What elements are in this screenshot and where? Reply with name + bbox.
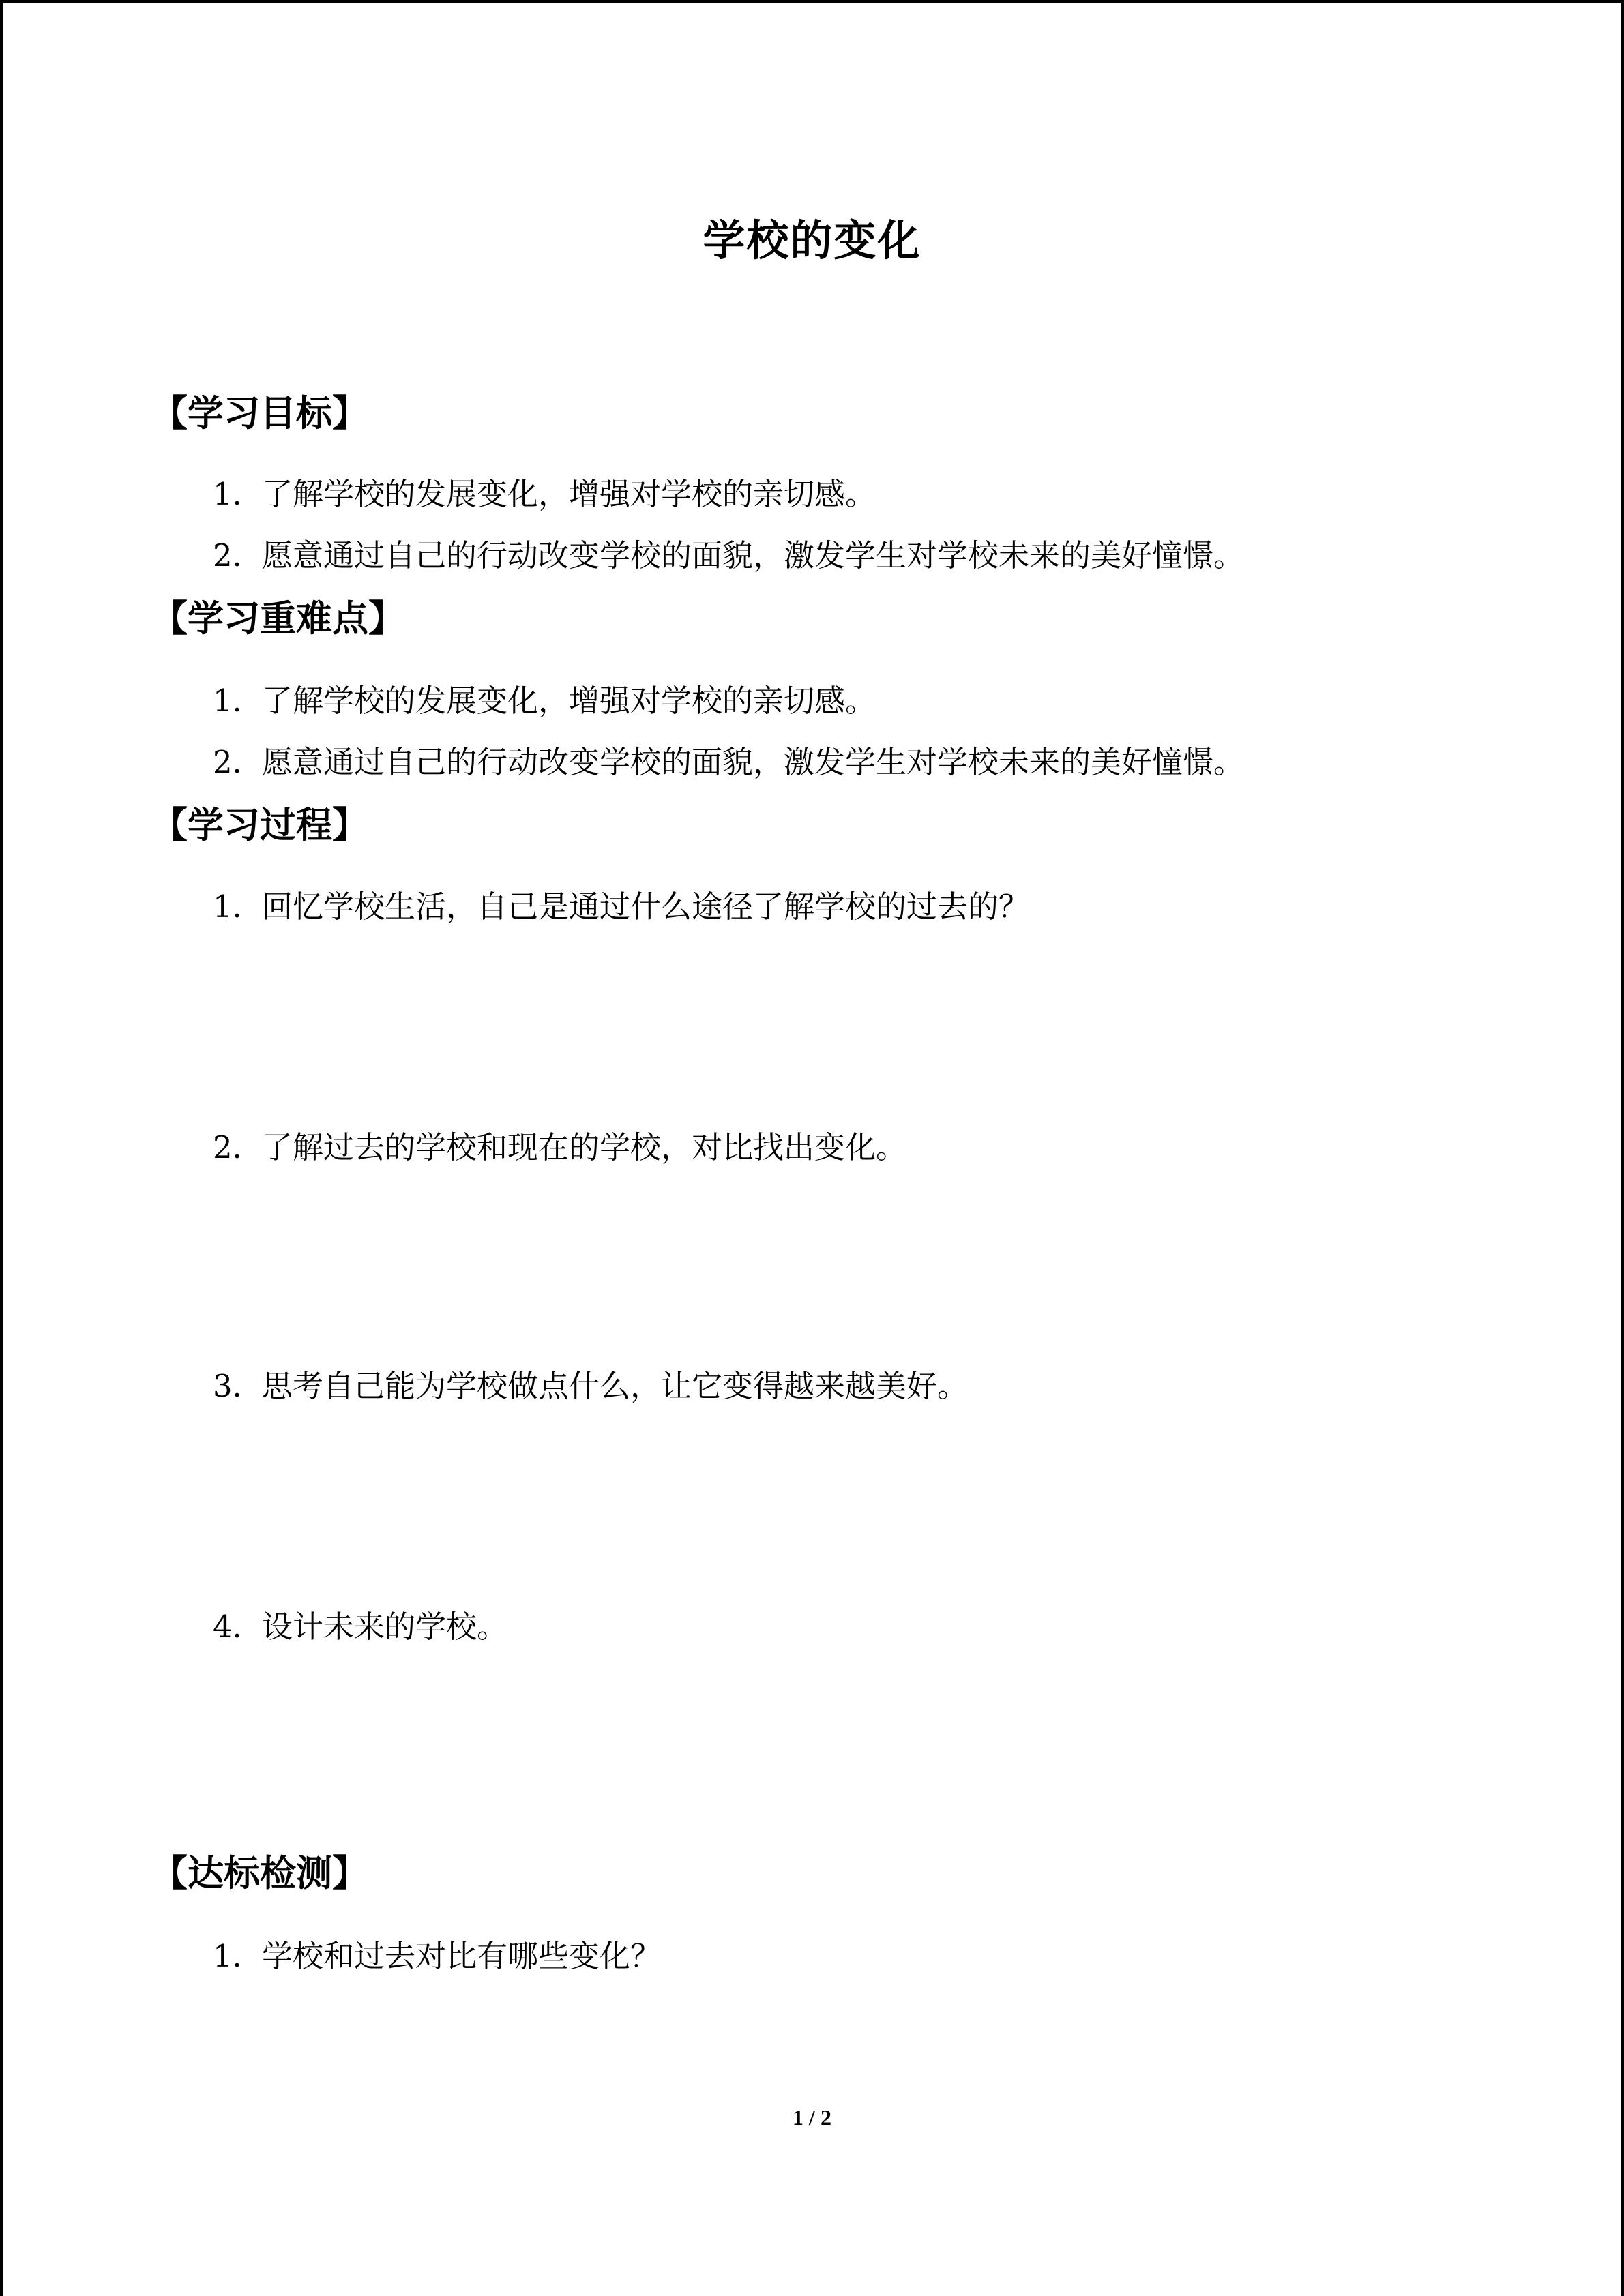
item-text: 思考自己能为学校做点什么，让它变得越来越美好。 [262, 1368, 969, 1404]
item-text: 设计未来的学校。 [262, 1609, 508, 1645]
list-item [213, 1933, 661, 1980]
item-number: 1． [213, 1938, 263, 1974]
list-item [213, 883, 1029, 931]
item-text: 学校和过去对比有哪些变化？ [262, 1938, 662, 1974]
item-number: 4． [213, 1609, 263, 1645]
item-number: 2． [213, 537, 263, 573]
item-number: 2． [213, 744, 263, 780]
list-item [213, 471, 876, 518]
item-text: 了解过去的学校和现在的学校，对比找出变化。 [262, 1129, 907, 1165]
page-border-top [0, 0, 1624, 3]
list-item [213, 532, 1244, 580]
section-heading-learning-goals: 【学习目标】 [151, 393, 368, 434]
list-item [213, 739, 1244, 786]
list-item [213, 1124, 906, 1172]
item-number: 1． [213, 889, 263, 925]
list-item [213, 1603, 507, 1651]
section-heading-key-points: 【学习重难点】 [151, 598, 404, 640]
item-text: 回忆学校生活，自己是通过什么途径了解学校的过去的？ [262, 889, 1030, 925]
page-border-left [0, 0, 3, 2296]
page-number: 1 / 2 [793, 2105, 831, 2130]
list-item [213, 1362, 968, 1410]
item-number: 1． [213, 476, 263, 512]
document-title: 学校的变化 [703, 215, 921, 265]
item-number: 3． [213, 1368, 263, 1404]
item-number: 1． [213, 683, 263, 719]
item-number: 2． [213, 1129, 263, 1165]
section-heading-assessment: 【达标检测】 [151, 1853, 368, 1894]
item-text: 愿意通过自己的行动改变学校的面貌，激发学生对学校未来的美好憧憬。 [262, 537, 1245, 573]
item-text: 了解学校的发展变化，增强对学校的亲切感。 [262, 476, 876, 512]
item-text: 了解学校的发展变化，增强对学校的亲切感。 [262, 683, 876, 719]
page-border-right [1621, 0, 1624, 2296]
item-text: 愿意通过自己的行动改变学校的面貌，激发学生对学校未来的美好憧憬。 [262, 744, 1245, 780]
list-item [213, 677, 876, 725]
section-heading-learning-process: 【学习过程】 [151, 805, 368, 846]
